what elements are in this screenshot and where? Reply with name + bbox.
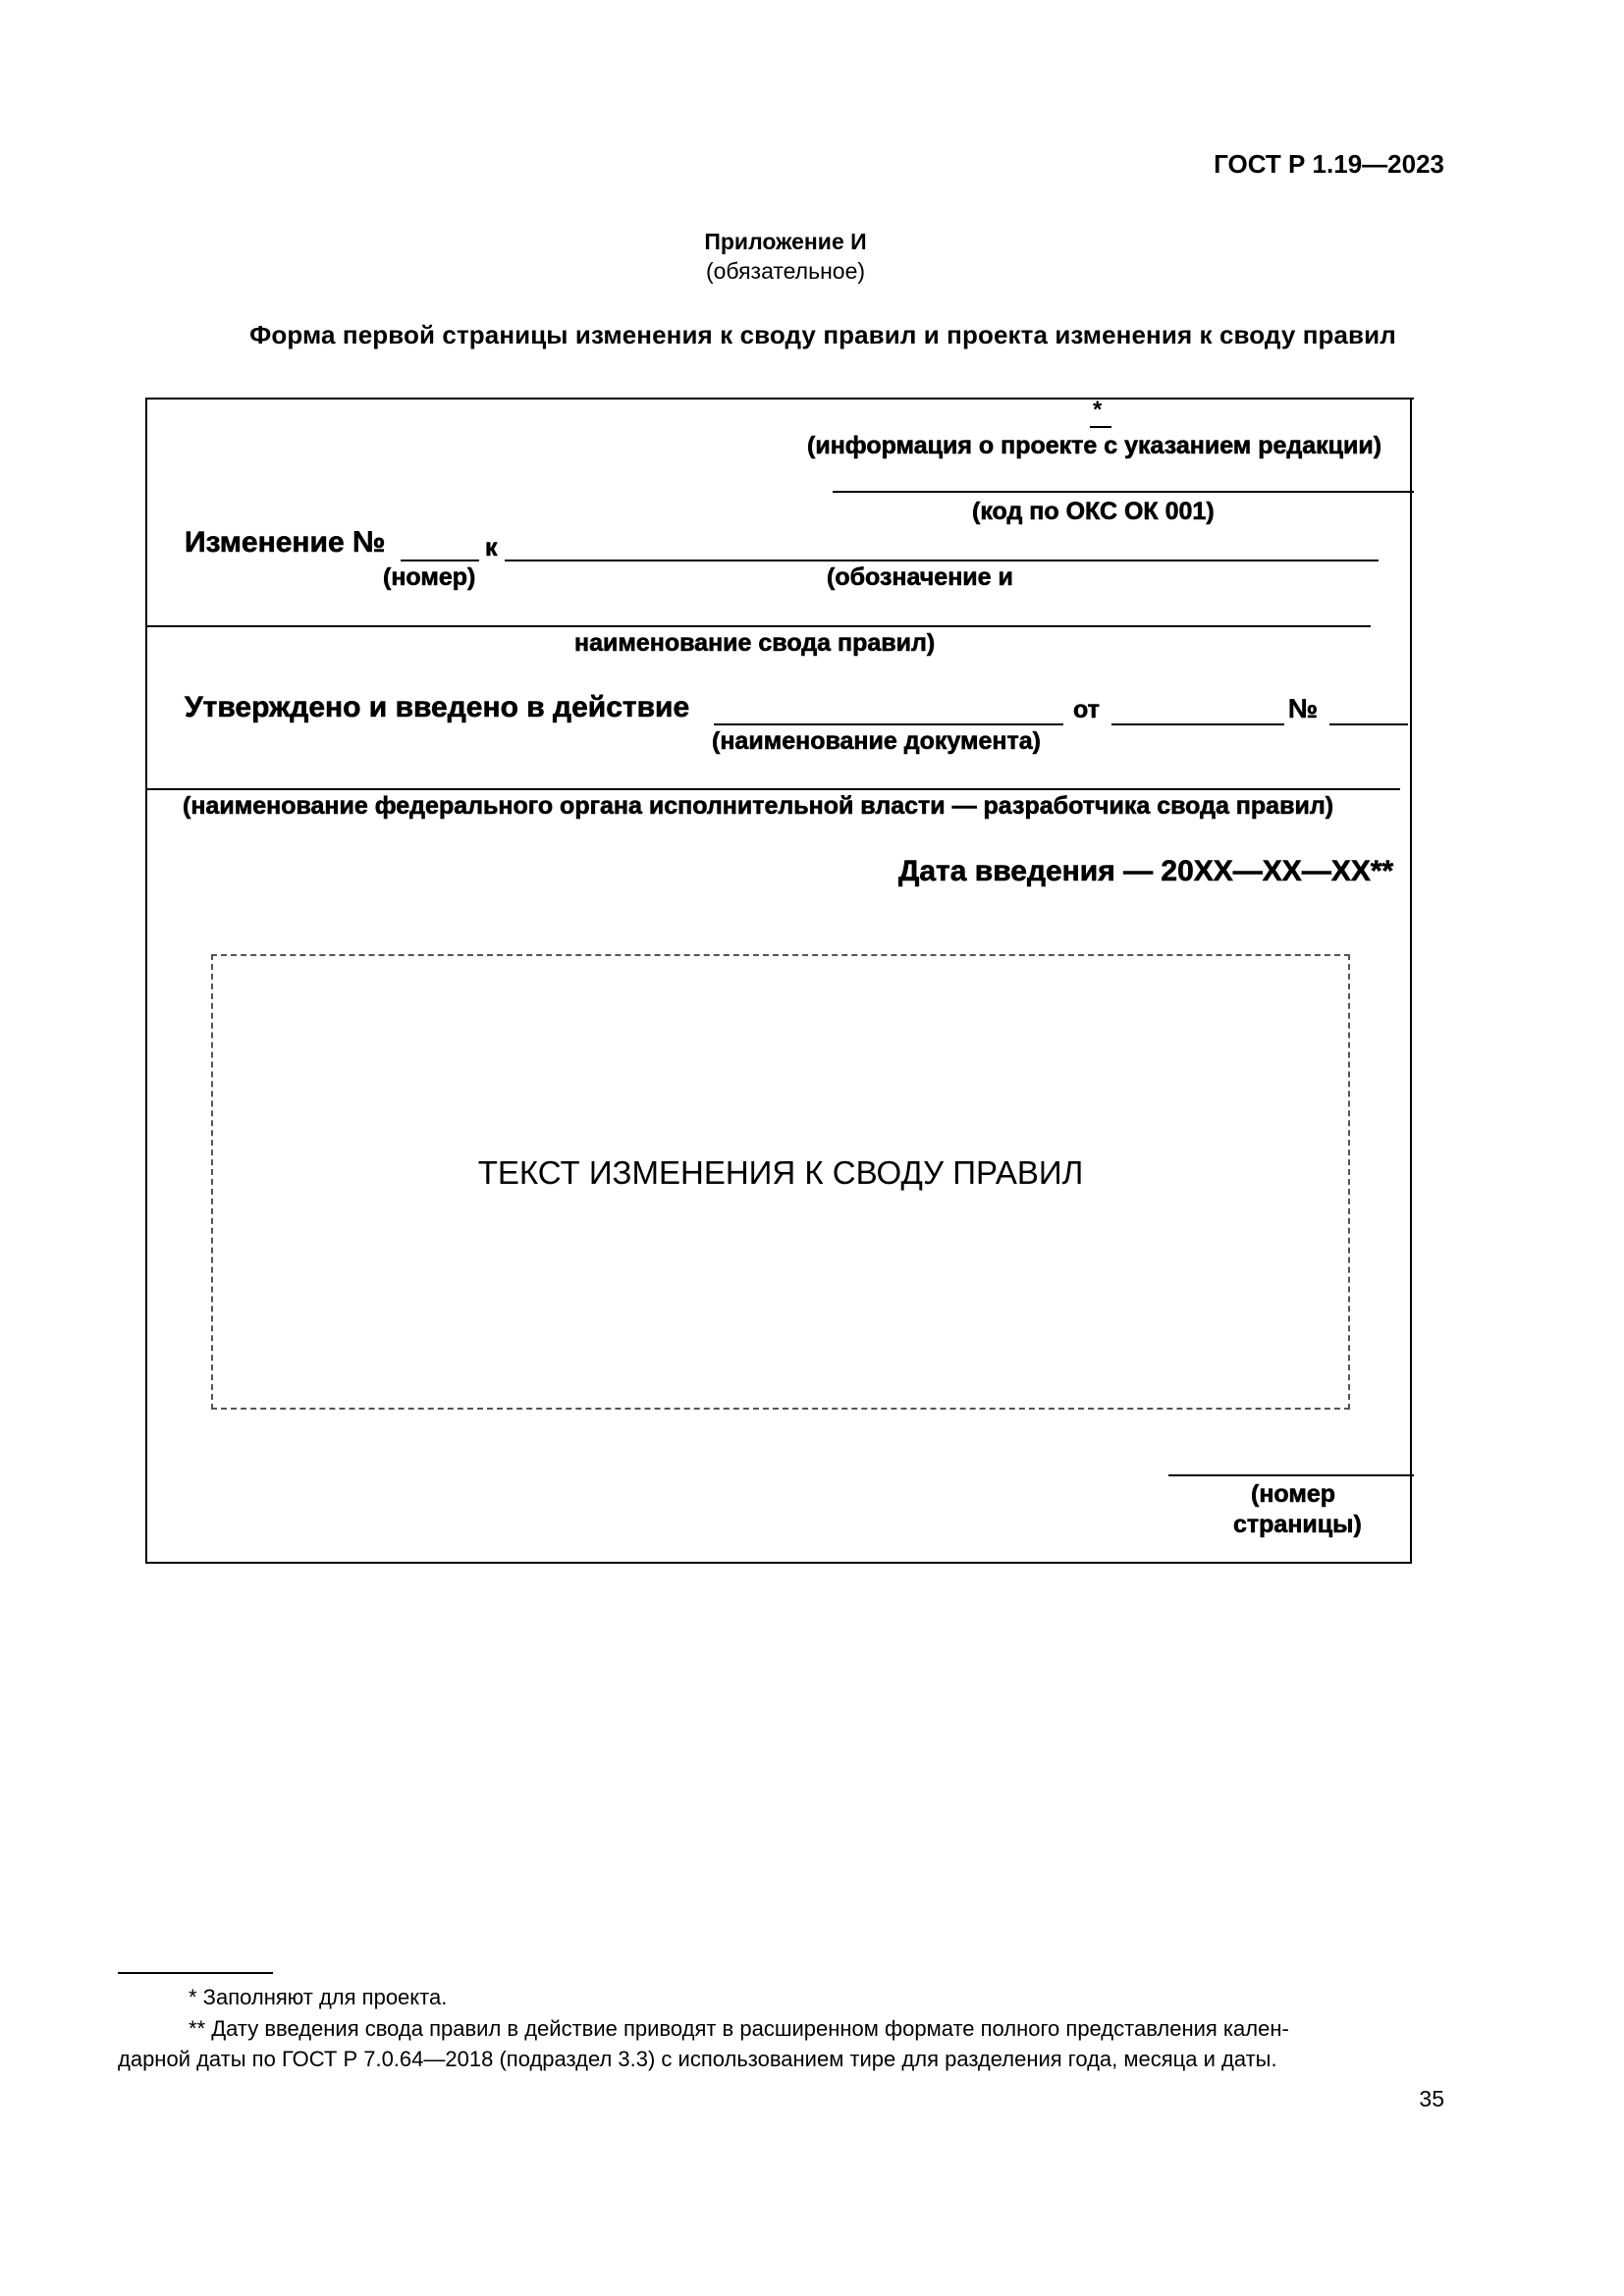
appendix-title: Приложение И — [704, 229, 867, 254]
from-label: от — [1073, 696, 1100, 723]
change-text-placeholder: ТЕКСТ ИЗМЕНЕНИЯ К СВОДУ ПРАВИЛ — [477, 1154, 1084, 1191]
approved-label: Утверждено и введено в действие — [185, 691, 690, 723]
oks-code-caption: (код по ОКС ОК 001) — [972, 498, 1215, 525]
footnote-2-line-1: ** Дату введения свода правил в действие приводят в расширенном формате полного представления кален- — [189, 2016, 1289, 2041]
oks-code-line — [833, 491, 1414, 493]
footnote-separator — [118, 1972, 273, 1974]
federal-body-line[interactable] — [145, 788, 1400, 790]
approval-date-field[interactable] — [1111, 723, 1284, 725]
designation-continuation-line[interactable] — [145, 625, 1371, 627]
number-caption: (номер) — [383, 563, 476, 591]
federal-body-caption: (наименование федерального органа исполнительной власти — разработчика свода правил) — [183, 792, 1334, 820]
effective-date: Дата введения — 20XX—XX—XX** — [898, 855, 1394, 887]
number-sign: № — [1288, 694, 1319, 723]
designation-field[interactable] — [505, 560, 1379, 561]
footnote-1: * Заполняют для проекта. — [189, 1985, 448, 2009]
page-number-caption-2: страницы) — [1233, 1511, 1362, 1538]
to-label: к — [485, 534, 498, 561]
form-caption: Форма первой страницы изменения к своду правил и проекта изменения к своду правил — [249, 320, 1396, 349]
approval-number-field[interactable] — [1329, 723, 1408, 725]
page-number: 35 — [1419, 2086, 1444, 2111]
page-number-caption-1: (номер — [1251, 1480, 1336, 1508]
document-name-caption: (наименование документа) — [712, 727, 1041, 755]
document-number: ГОСТ Р 1.19—2023 — [1214, 149, 1444, 179]
project-info-line — [823, 398, 1414, 400]
change-number-label: Изменение № — [185, 526, 386, 559]
designation-caption-continued: наименование свода правил) — [574, 629, 936, 657]
asterisk-mark: * — [1093, 397, 1103, 423]
footnote-2-line-2: дарной даты по ГОСТ Р 7.0.64—2018 (подраздел 3.3) с использованием тире для разделения года, месяца и даты. — [118, 2047, 1277, 2071]
asterisk-underline — [1090, 426, 1111, 428]
document-name-field[interactable] — [714, 723, 1063, 725]
project-info-caption: (информация о проекте с указанием редакции) — [807, 432, 1382, 459]
page-number-line — [1168, 1474, 1414, 1476]
change-number-field[interactable] — [401, 560, 479, 561]
appendix-status: (обязательное) — [705, 258, 866, 284]
designation-caption: (обозначение и — [827, 563, 1013, 591]
